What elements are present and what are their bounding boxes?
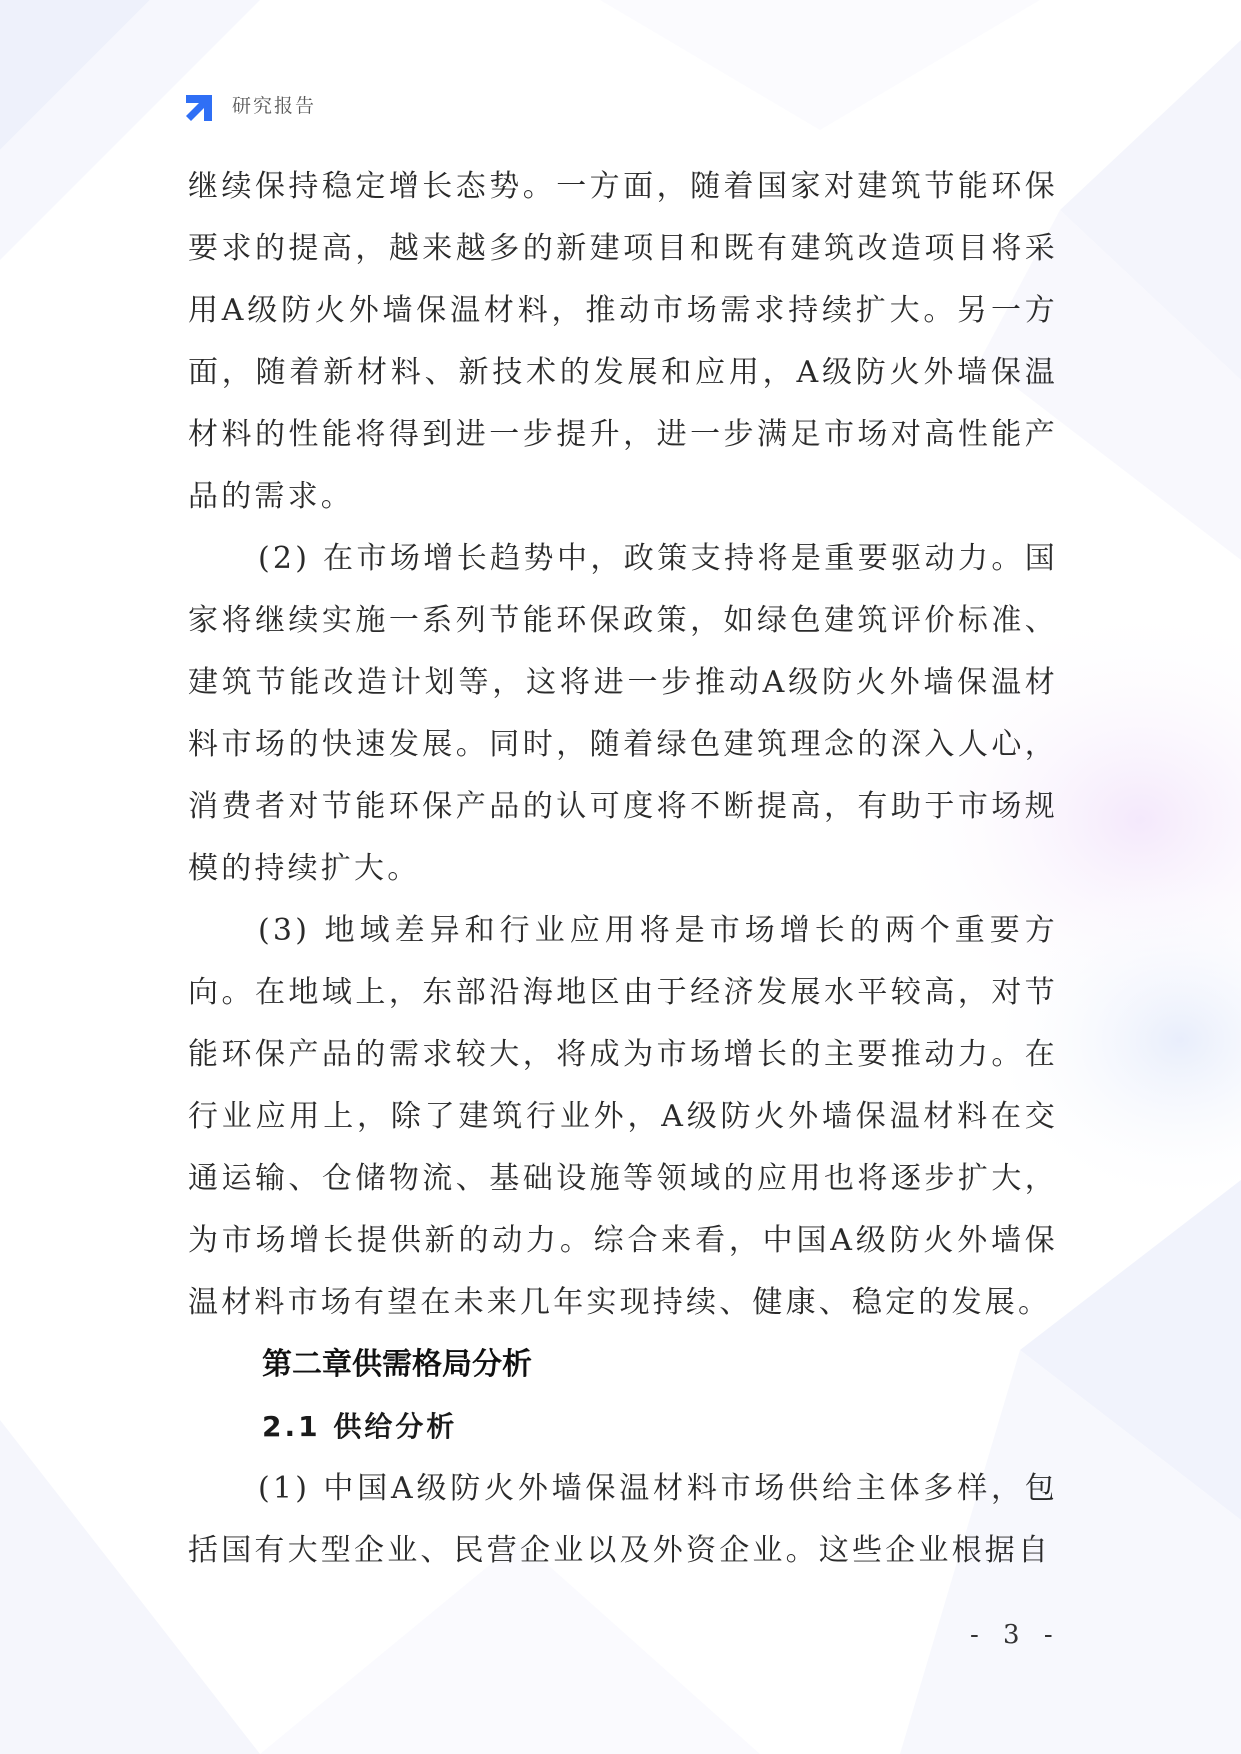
body-paragraph: (3) 地域差异和行业应用将是市场增长的两个重要方向。在地域上，东部沿海地区由于经济发展水平较高，对节能环保产品的需求较大，将成为市场增长的主要推动力。在行业应用上，除了建筑行业外，A级防火外墙保温材料在交通运输、仓储物流、基础设施等领域的应用也将逐步扩大，为市场增长提供新的动力。综合来看，中国A级防火外墙保温材料市场有望在未来几年实现持续、健康、稳定的发展。 (188, 913, 1058, 1320)
body-paragraph: 继续保持稳定增长态势。一方面，随着国家对建筑节能环保要求的提高，越来越多的新建项目和既有建筑改造项目将采用A级防火外墙保温材料，推动市场需求持续扩大。另一方面，随着新材料、新技术的发展和应用，A级防火外墙保温材料的性能将得到进一步提升，进一步满足市场对高性能产品的需求。 (188, 169, 1058, 514)
document-body (188, 156, 1058, 1582)
header-title: 研究报告 (232, 94, 317, 117)
body-paragraph: (1) 中国A级防火外墙保温材料市场供给主体多样，包括国有大型企业、民营企业以及外资企业。这些企业根据自 (188, 1471, 1058, 1568)
arrow-up-right-icon (186, 87, 220, 121)
body-paragraph: (2) 在市场增长趋势中，政策支持将是重要驱动力。国家将继续实施一系列节能环保政策，如绿色建筑评价标准、建筑节能改造计划等，这将进一步推动A级防火外墙保温材料市场的快速发展。同时，随着绿色建筑理念的深入人心，消费者对节能环保产品的认可度将不断提高，有助于市场规模的持续扩大。 (188, 541, 1058, 886)
page-number: - 3 - (970, 1620, 1061, 1650)
section-heading: 2.1 供给分析 (262, 1410, 458, 1443)
chapter-heading: 第二章供需格局分析 (262, 1347, 532, 1382)
report-header (186, 86, 316, 122)
